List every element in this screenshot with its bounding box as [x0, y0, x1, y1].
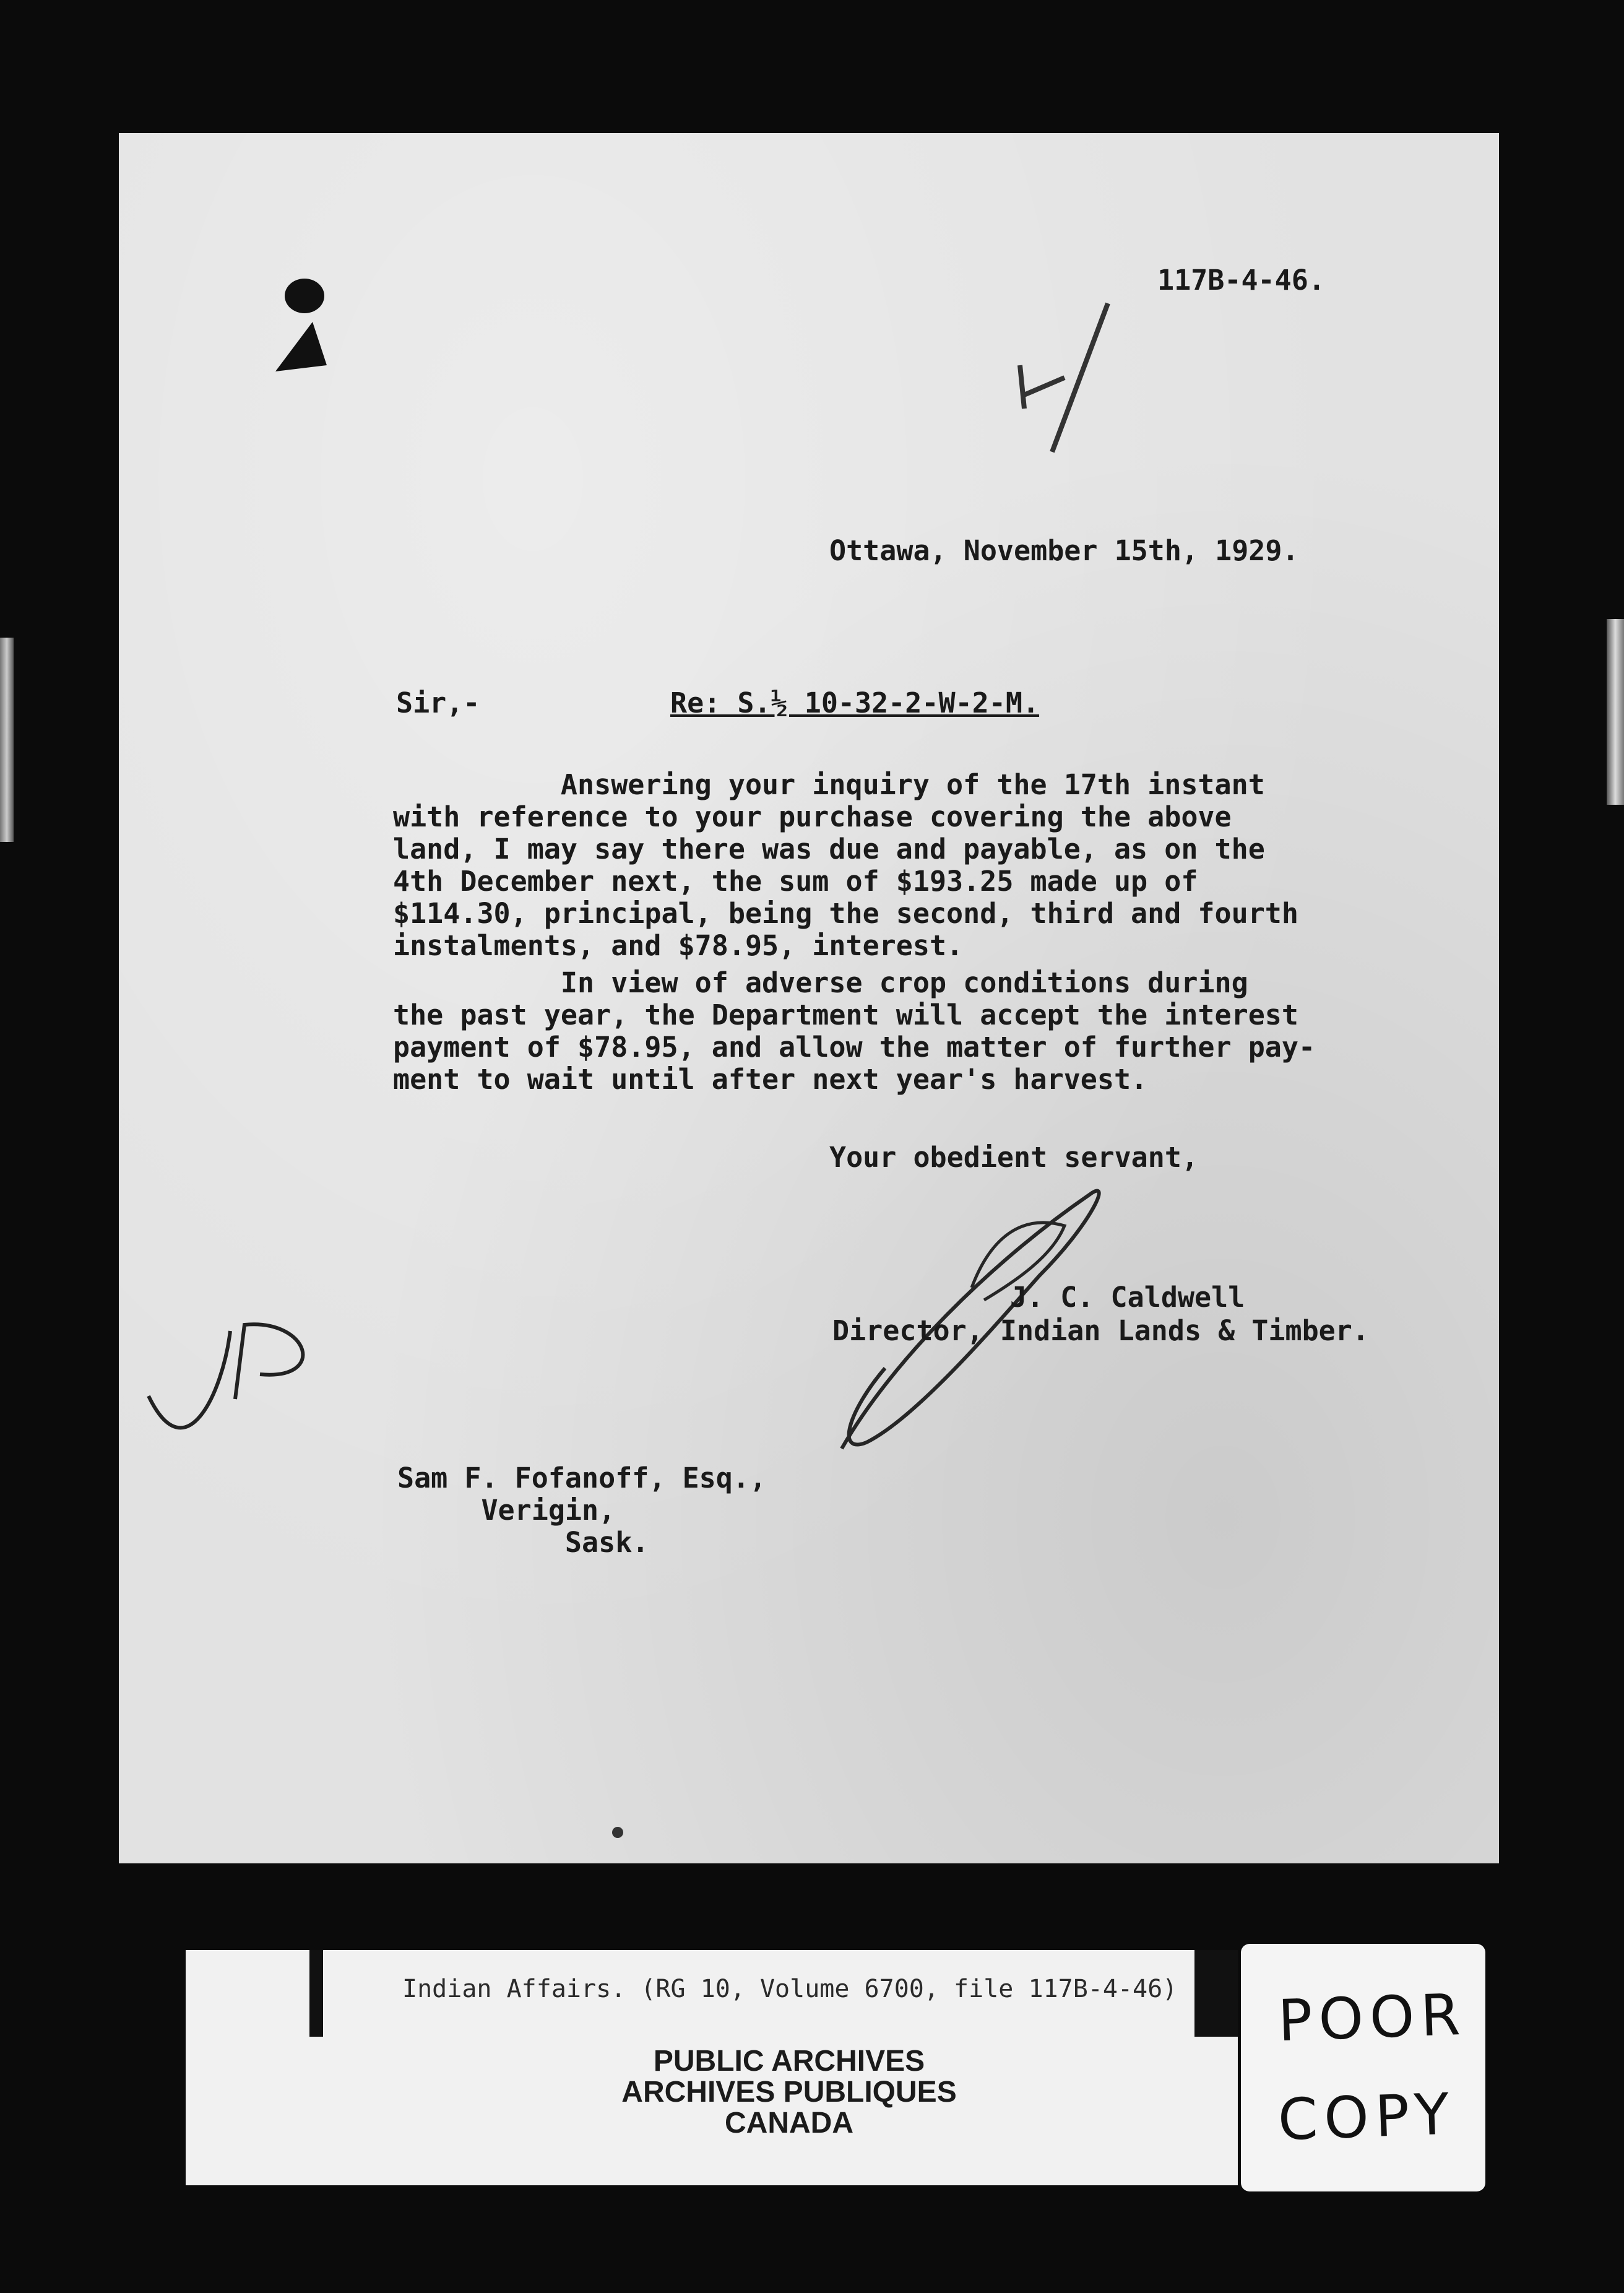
signatory-title: Director, Indian Lands & Timber. [832, 1314, 1369, 1347]
stamp-edge-mark [1194, 1950, 1238, 2037]
archive-stamp-text [433, 2046, 1145, 2139]
paragraph-1-line: Answering your inquiry of the 17th instant [393, 768, 1265, 801]
handwritten-mark [1020, 303, 1108, 452]
poor-copy-line: POOR [1277, 1981, 1467, 2055]
file-reference: 117B-4-46. [1157, 264, 1325, 297]
stamp-edge-mark [309, 1950, 323, 2037]
paragraph-2-line: In view of adverse crop conditions during [393, 966, 1248, 999]
paragraph-1-line: instalments, and $78.95, interest. [393, 929, 964, 962]
poor-copy-note [1278, 1969, 1466, 2167]
paragraph-1-line: land, I may say there was due and payable, as on the [393, 833, 1265, 865]
paragraph-2-line: the past year, the Department will accept the interest [393, 999, 1298, 1031]
paragraph-1-line: $114.30, principal, being the second, third and fourth [393, 897, 1298, 930]
paragraph-1-line: 4th December next, the sum of $193.25 made up of [393, 865, 1198, 898]
place-date: Ottawa, November 15th, 1929. [829, 534, 1299, 567]
margin-initials [149, 1324, 303, 1428]
salutation: Sir,- [396, 687, 480, 719]
paragraph-1-line: with reference to your purchase covering the above [393, 800, 1232, 833]
subject-line: Re: S.½ 10-32-2-W-2-M. [670, 687, 1040, 719]
paragraph-2-line: payment of $78.95, and allow the matter of further pay- [393, 1031, 1316, 1064]
addressee-line: Verigin, [397, 1494, 616, 1527]
archive-stamp-line: PUBLIC ARCHIVES [653, 2045, 925, 2078]
addressee-line: Sask. [397, 1526, 649, 1559]
archive-stamp-line: ARCHIVES PUBLIQUES [621, 2076, 957, 2109]
binder-notch-mark [275, 322, 327, 371]
poor-copy-line: COPY [1277, 2081, 1457, 2154]
closing: Your obedient servant, [829, 1141, 1199, 1174]
signatory-name: J. C. Caldwell [1010, 1281, 1245, 1314]
binder-hole-mark [285, 279, 324, 313]
archive-reference: Indian Affairs. (RG 10, Volume 6700, file 117B-4-46) [402, 1975, 1178, 2003]
ink-speck [612, 1827, 623, 1838]
archive-stamp-line: CANADA [725, 2107, 853, 2139]
addressee-line: Sam F. Fofanoff, Esq., [397, 1462, 767, 1494]
paragraph-2-line: ment to wait until after next year's harvest. [393, 1063, 1148, 1096]
